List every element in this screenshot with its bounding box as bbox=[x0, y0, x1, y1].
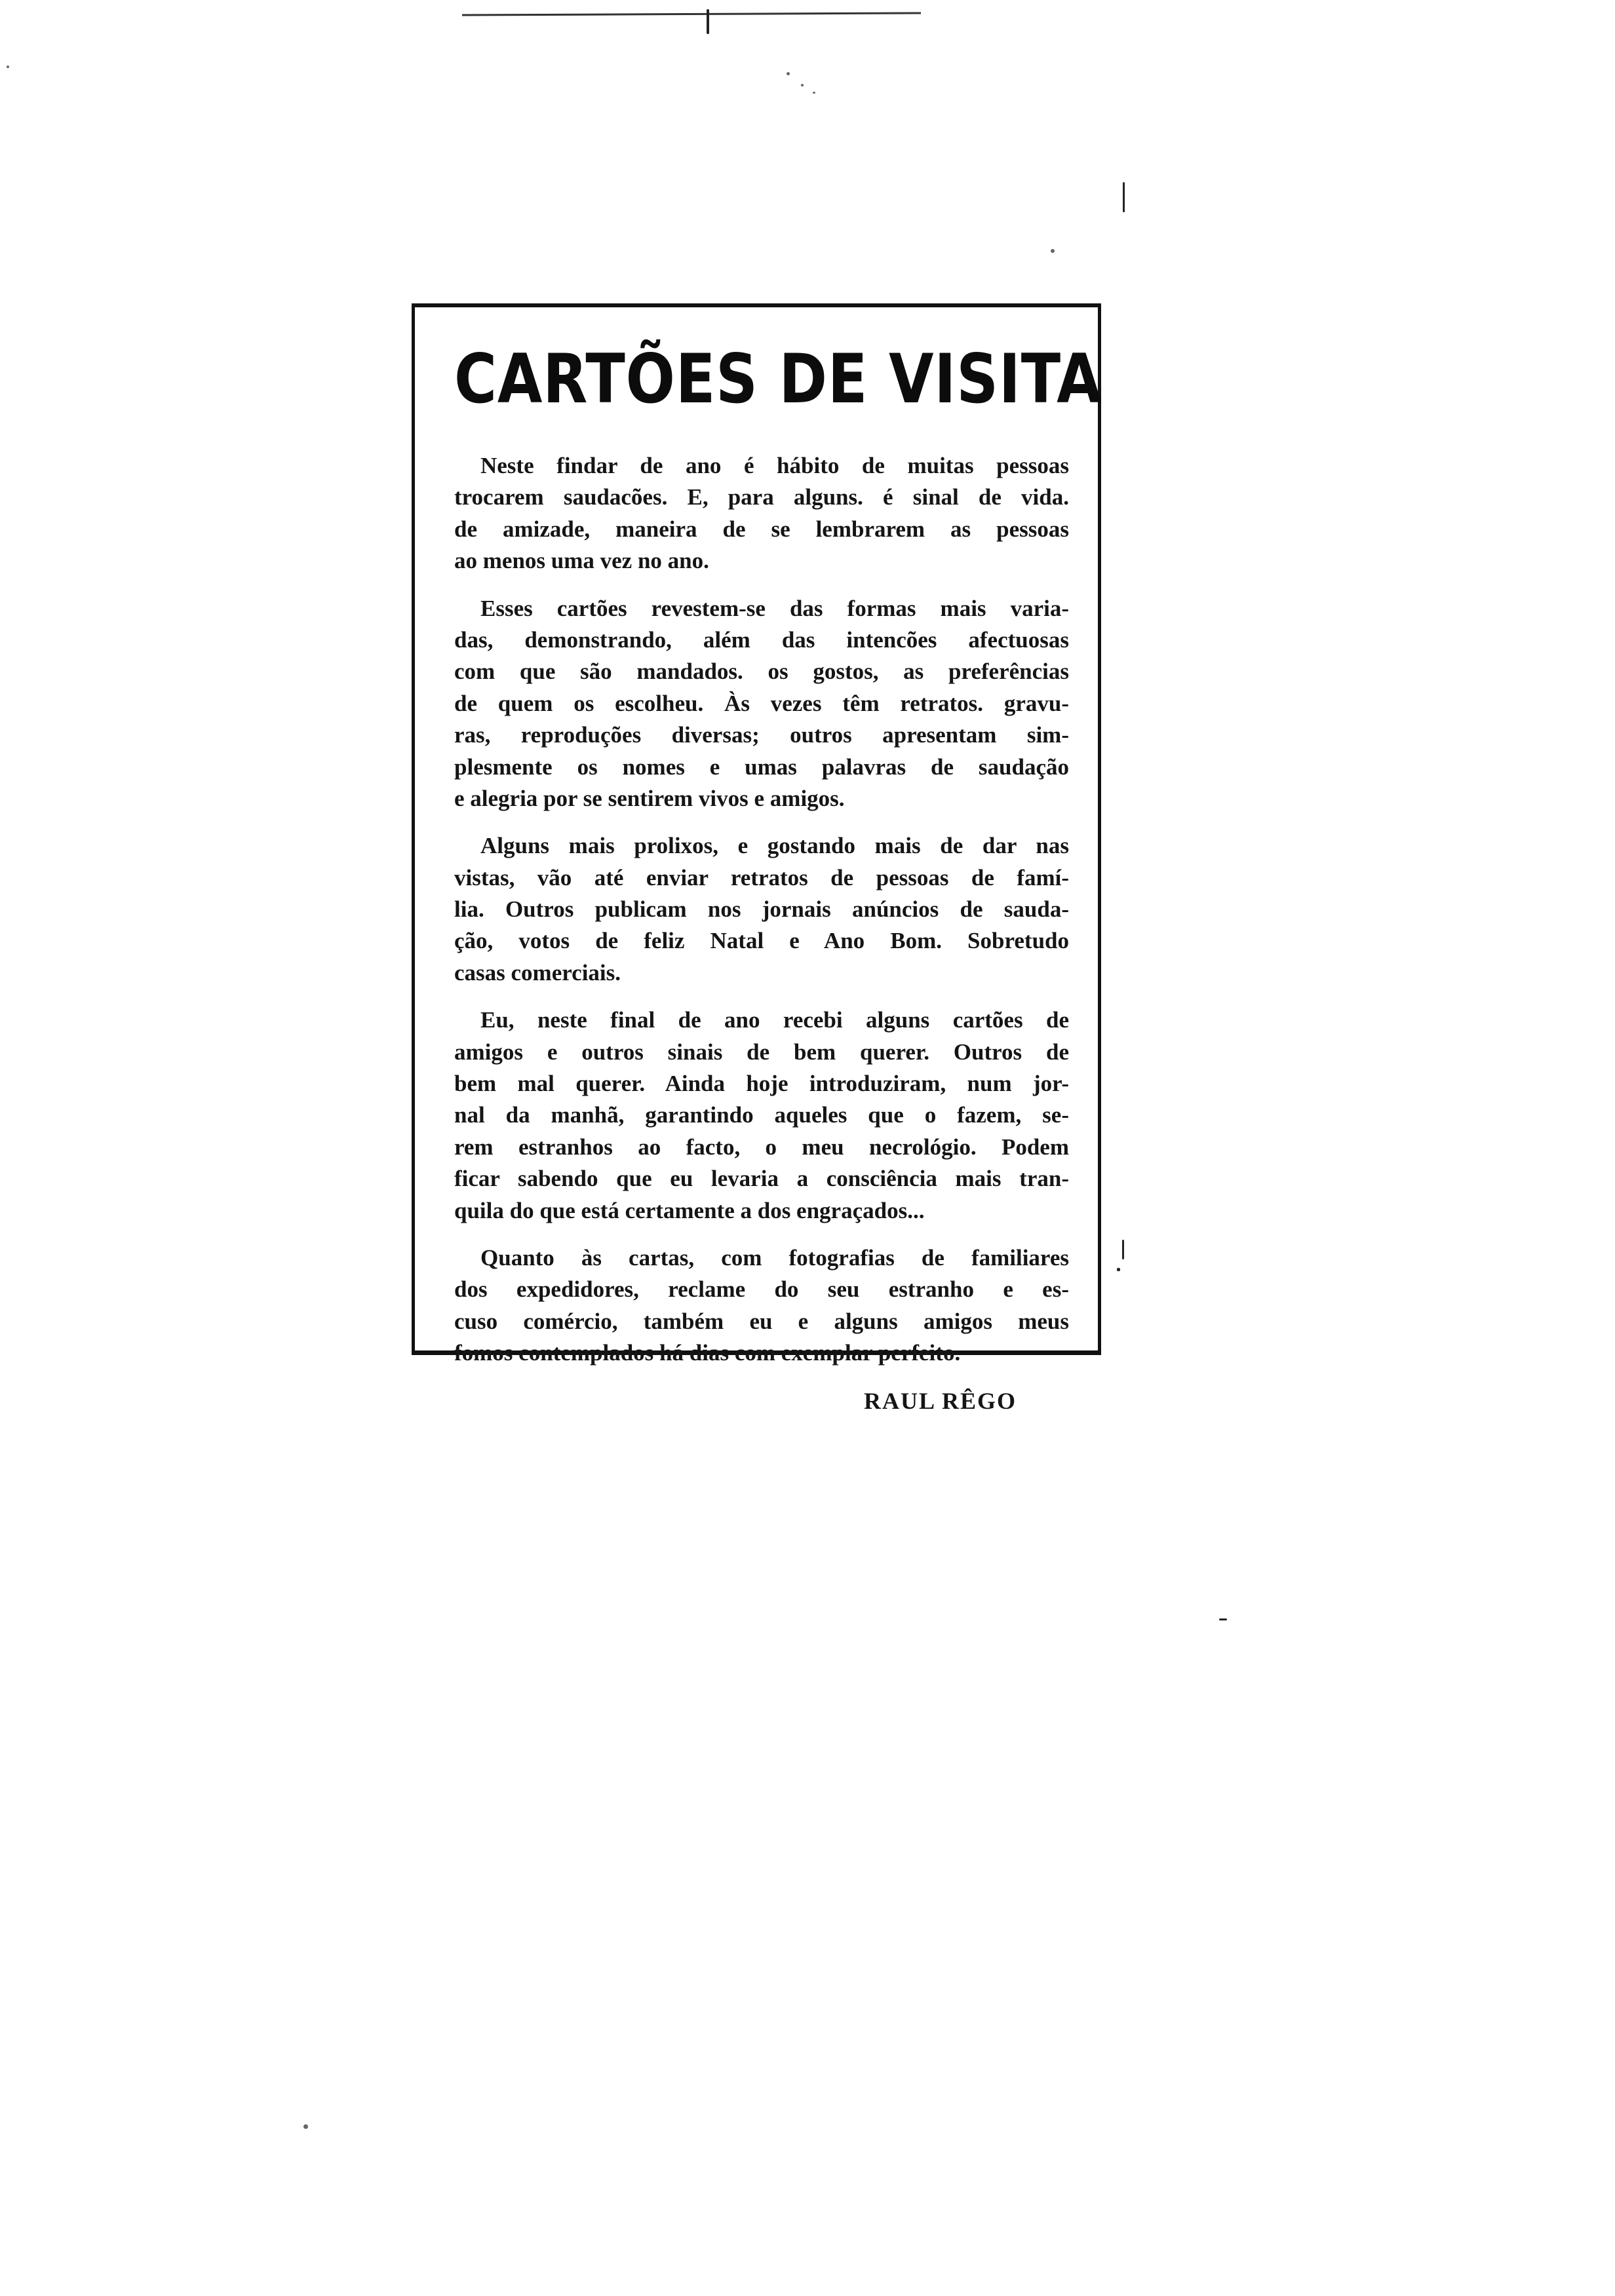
article-paragraph bbox=[454, 1004, 1069, 1227]
article-body bbox=[454, 450, 1069, 1417]
text-line: ficar sabendo que eu levaria a consciência mais tran- bbox=[454, 1166, 1069, 1192]
scan-edge-line bbox=[462, 12, 921, 16]
text-line: ao menos uma vez no ano. bbox=[454, 548, 709, 574]
scan-mark bbox=[1117, 1268, 1120, 1271]
article-headline: CARTÕES DE VISITA bbox=[454, 340, 1102, 419]
text-line: nal da manhã, garantindo aqueles que o fazem, se- bbox=[454, 1102, 1069, 1128]
text-line: com que são mandados. os gostos, as preferências bbox=[454, 659, 1069, 685]
text-line: rem estranhos ao facto, o meu necrológio. Podem bbox=[454, 1134, 1069, 1160]
article-paragraph bbox=[454, 593, 1069, 815]
scan-mark bbox=[1219, 1618, 1227, 1620]
text-line: Eu, neste final de ano recebi alguns cartões de bbox=[480, 1007, 1069, 1033]
article-paragraph bbox=[454, 450, 1069, 577]
text-line: dos expedidores, reclame do seu estranho e es- bbox=[454, 1276, 1069, 1303]
text-line: quila do que está certamente a dos engraçados... bbox=[454, 1197, 925, 1223]
scan-mark bbox=[1122, 1240, 1124, 1259]
text-line: ras, reproduções diversas; outros apresentam sim- bbox=[454, 722, 1069, 748]
text-line: das, demonstrando, além das intencões afectuosas bbox=[454, 626, 1069, 653]
text-line: Neste findar de ano é hábito de muitas pessoas bbox=[480, 453, 1069, 478]
text-line: cuso comércio, também eu e alguns amigos meus bbox=[454, 1308, 1069, 1334]
text-line: trocarem saudacões. E, para alguns. é sinal de vida. bbox=[454, 484, 1069, 510]
text-line: bem mal querer. Ainda hoje introduziram, num jor- bbox=[454, 1071, 1069, 1097]
text-line: amigos e outros sinais de bem querer. Outros de bbox=[454, 1039, 1069, 1065]
text-line: plesmente os nomes e umas palavras de saudação bbox=[454, 754, 1069, 780]
text-line: de amizade, maneira de se lembrarem as pessoas bbox=[454, 516, 1069, 542]
scan-speck bbox=[801, 84, 804, 86]
scan-speck bbox=[813, 92, 815, 94]
text-line: casas comerciais. bbox=[454, 959, 621, 985]
text-line: de quem os escolheu. Às vezes têm retratos. gravu- bbox=[454, 690, 1069, 716]
scan-speck bbox=[787, 72, 790, 75]
scan-mark bbox=[707, 9, 709, 34]
scan-speck bbox=[7, 66, 9, 68]
newspaper-clipping bbox=[412, 303, 1102, 1414]
scan-mark bbox=[1123, 182, 1125, 212]
scan-speck bbox=[1051, 249, 1055, 253]
scan-speck bbox=[303, 2124, 308, 2129]
article-paragraph bbox=[454, 830, 1069, 989]
text-line: Esses cartões revestem-se das formas mais varia- bbox=[480, 595, 1069, 621]
text-line: fomos contemplados há dias com exemplar perfeito. bbox=[454, 1340, 961, 1366]
author-signature: RAUL RÊGO bbox=[863, 1387, 1017, 1414]
text-line: Alguns mais prolixos, e gostando mais de dar nas bbox=[480, 833, 1069, 859]
text-line: ção, votos de feliz Natal e Ano Bom. Sobretudo bbox=[454, 928, 1069, 954]
text-line: vistas, vão até enviar retratos de pessoas de famí- bbox=[454, 864, 1069, 890]
text-line: lia. Outros publicam nos jornais anúncios de sauda- bbox=[454, 896, 1069, 923]
text-line: e alegria por se sentirem vivos e amigos. bbox=[454, 785, 845, 811]
article-paragraph bbox=[454, 1242, 1069, 1369]
text-line: Quanto às cartas, com fotografias de familiares bbox=[480, 1244, 1069, 1271]
